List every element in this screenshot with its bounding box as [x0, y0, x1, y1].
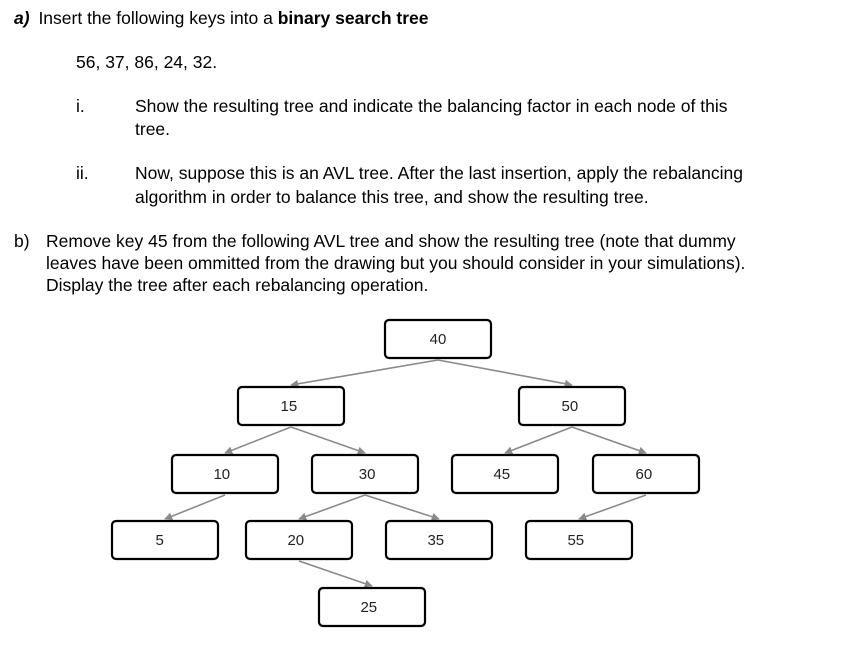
- tree-node-key: 40: [429, 331, 447, 348]
- tree-node-30: [312, 455, 418, 493]
- tree-node-key: 30: [358, 466, 376, 483]
- tree-node-25: [319, 588, 425, 626]
- tree-node-box: [112, 521, 218, 559]
- tree-node-20: [246, 521, 352, 559]
- tree-edge-20-25: [299, 561, 372, 586]
- tree-node-key: 60: [635, 466, 653, 483]
- tree-edge-15-30: [291, 427, 365, 453]
- part-a-keys: 56, 37, 86, 24, 32.: [76, 52, 218, 72]
- part-b-marker: b): [14, 231, 30, 251]
- tree-node-key: 25: [360, 599, 378, 616]
- item-i-line-1: Show the resulting tree and indicate the balancing factor in each node of this: [135, 96, 728, 116]
- tree-node-5: [112, 521, 218, 559]
- tree-node-key: 5: [155, 532, 164, 549]
- tree-node-key: 15: [280, 398, 298, 415]
- part-b-line-2: leaves have been ommitted from the drawing but you should consider in your simulations).: [46, 253, 746, 273]
- part-a-intro-bold: binary search tree: [277, 8, 429, 28]
- tree-node-key: 45: [493, 466, 511, 483]
- tree-edge-15-10: [225, 427, 291, 453]
- tree-node-key: 50: [561, 398, 579, 415]
- part-b-line-3: Display the tree after each rebalancing operation.: [46, 275, 429, 295]
- tree-edge-30-35: [365, 495, 439, 519]
- part-b-line-1: Remove key 45 from the following AVL tree and show the resulting tree (note that dummy: [46, 231, 736, 251]
- tree-node-key: 20: [287, 532, 305, 549]
- tree-node-55: [526, 521, 632, 559]
- item-ii-line-1: Now, suppose this is an AVL tree. After the last insertion, apply the rebalancing: [135, 163, 743, 183]
- item-i-num: i.: [76, 96, 85, 116]
- tree-edge-40-50: [438, 360, 572, 385]
- part-a-intro: Insert the following keys into a: [38, 8, 278, 28]
- tree-node-key: 35: [427, 532, 445, 549]
- tree-node-50: [519, 387, 625, 425]
- tree-edge-30-20: [299, 495, 365, 519]
- item-ii-num: ii.: [76, 163, 89, 183]
- tree-node-key: 10: [213, 466, 231, 483]
- tree-edge-50-60: [572, 427, 646, 453]
- item-i-line-2: tree.: [135, 119, 171, 139]
- tree-edge-50-45: [505, 427, 572, 453]
- tree-node-60: [593, 455, 699, 493]
- tree-edge-40-15: [291, 360, 438, 385]
- item-ii-line-2: algorithm in order to balance this tree, and show the resulting tree.: [135, 187, 649, 207]
- tree-edge-10-5: [165, 495, 225, 519]
- tree-node-15: [238, 387, 344, 425]
- part-a-marker: a): [14, 8, 30, 28]
- tree-node-45: [452, 455, 558, 493]
- tree-node-10: [172, 455, 278, 493]
- tree-node-40: [385, 320, 491, 358]
- tree-node-35: [386, 521, 492, 559]
- tree-edge-60-55: [579, 495, 646, 519]
- tree-node-key: 55: [567, 532, 585, 549]
